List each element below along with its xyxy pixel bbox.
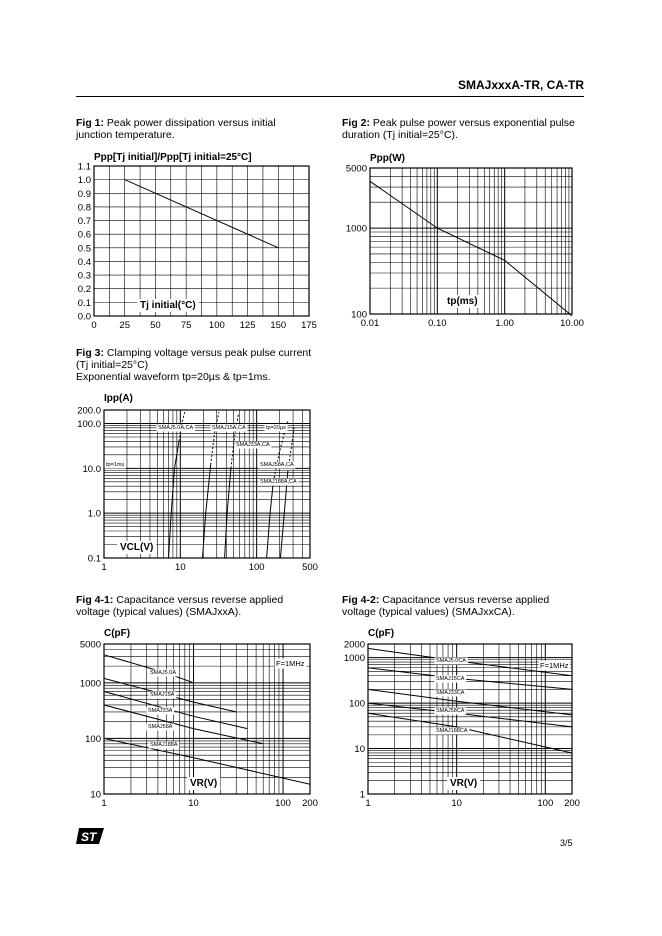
- fig3-xtick-label: 500: [302, 562, 318, 573]
- fig42-annotation: SMAJ5.0CA: [436, 658, 466, 664]
- fig1-ytick-label: 0.6: [77, 229, 91, 241]
- fig42-caption-line2: voltage (typical values) (SMAJxxCA).: [342, 606, 515, 618]
- fig2-xtick-label: 1.00: [495, 318, 514, 329]
- fig42-caption: [342, 594, 592, 618]
- fig42-xtick-label: 1: [365, 798, 371, 809]
- fig41-xtick-label: 200: [302, 798, 318, 809]
- fig3-annotation: SMAJ58A,CA: [260, 462, 294, 468]
- fig1-ytick-label: 0.7: [77, 216, 91, 228]
- fig3-number: Fig 3:: [76, 347, 104, 359]
- fig1-xtick-label: 50: [150, 320, 161, 331]
- fig3-annotation: SMAJ33A,CA: [236, 442, 270, 448]
- fig2-chart: [332, 148, 592, 333]
- fig1-ytick-label: 0.9: [77, 188, 91, 200]
- fig41-xtick-label: 100: [275, 798, 291, 809]
- fig41-annotation: SMAJ58A: [148, 724, 173, 730]
- fig1-ytick-label: 0.1: [77, 297, 91, 309]
- fig41-annotation: SMAJ33A: [148, 708, 173, 714]
- fig1-xtick-label: 75: [180, 320, 192, 331]
- fig3-xtick-label: 100: [248, 562, 265, 573]
- fig1-xtick-label: 175: [301, 320, 317, 331]
- fig1-ytick-label: 0.0: [77, 311, 91, 323]
- fig41-ylabel: C(pF): [104, 628, 131, 639]
- fig1-caption-line1: Peak power dissipation versus initial: [104, 117, 276, 129]
- fig2-plot-frame: [370, 168, 572, 314]
- fig42-ytick-label: 100: [349, 698, 365, 710]
- fig41-ytick-label: 100: [85, 733, 101, 745]
- fig2-ytick-label: 1000: [345, 223, 367, 235]
- fig1-ytick-label: 1.0: [77, 175, 91, 187]
- fig3-chart: [60, 390, 330, 575]
- fig2-xtick-label: 0.10: [428, 318, 447, 329]
- fig1-caption: [76, 117, 326, 141]
- fig2-xtick-label: 10.00: [560, 318, 584, 329]
- fig2-number: Fig 2:: [342, 117, 370, 129]
- fig42-annotation: F=1MHz: [540, 661, 569, 670]
- fig3-xtick-label: 1: [101, 562, 107, 573]
- fig3-caption-line3: Exponential waveform tp=20µs & tp=1ms.: [76, 371, 271, 383]
- header-rule: [76, 96, 584, 97]
- fig42-annotation: SMAJ15CA: [436, 676, 465, 682]
- fig42-annotation: SMAJ58CA: [436, 708, 465, 714]
- fig2-ytick-label: 5000: [345, 163, 367, 175]
- st-logo: [76, 828, 104, 844]
- fig2-ylabel: Ppp(W): [370, 153, 405, 164]
- fig3-ylabel: Ipp(A): [104, 393, 133, 404]
- fig3-ytick-label: 200.0: [77, 405, 101, 417]
- fig1-ytick-label: 1.1: [77, 161, 91, 173]
- fig1-caption-line2: junction temperature.: [76, 129, 175, 141]
- fig41-annotation: SMAJ15A: [150, 692, 175, 698]
- fig41-number: Fig 4-1:: [76, 594, 114, 606]
- page-number: 3/5: [560, 838, 573, 848]
- svg-text:ST: ST: [81, 830, 97, 844]
- fig3-annotation: SMAJ15A,CA: [212, 425, 246, 431]
- fig3-ytick-label: 0.1: [87, 553, 101, 565]
- fig3-annotation: tp=1ms: [106, 462, 125, 468]
- fig3-annotation: tp=20µs: [266, 425, 286, 431]
- fig42-xlabel: VR(V): [450, 778, 478, 789]
- fig3-ytick-label: 100.0: [77, 418, 101, 430]
- fig2-ytick-label: 100: [351, 309, 367, 321]
- fig42-ytick-label: 1000: [343, 653, 365, 665]
- fig1-ytick-label: 0.4: [77, 256, 91, 268]
- fig1-chart: [60, 148, 330, 333]
- fig3-caption-line2: (Tj initial=25°C): [76, 359, 149, 371]
- fig41-xtick-label: 10: [188, 798, 199, 809]
- fig1-ytick-label: 0.2: [77, 284, 91, 296]
- fig1-ytick-label: 0.3: [77, 270, 91, 282]
- fig42-xtick-label: 200: [564, 798, 580, 809]
- fig41-xlabel: VR(V): [190, 778, 218, 789]
- fig42-number: Fig 4-2:: [342, 594, 380, 606]
- fig41-caption-line1: Capacitance versus reverse applied: [113, 594, 284, 606]
- fig3-ytick-label: 10.0: [82, 463, 101, 475]
- fig42-annotation: SMAJ188CA: [436, 728, 468, 734]
- header-title: SMAJxxxA-TR, CA-TR: [457, 78, 584, 92]
- fig42-ytick-label: 10: [354, 744, 365, 756]
- fig41-xtick-label: 1: [101, 798, 107, 809]
- fig3-xtick-label: 10: [175, 562, 186, 573]
- fig42-xtick-label: 100: [537, 798, 554, 809]
- fig1-xlabel: Tj initial(°C): [140, 300, 196, 311]
- fig1-ylabel: Ppp[Tj initial]/Ppp[Tj initial=25°C]: [94, 152, 252, 163]
- fig41-annotation: SMAJ5.0A: [150, 670, 176, 676]
- fig41-ytick-label: 10: [90, 789, 101, 801]
- fig42-annotation: SMAJ33CA: [436, 690, 465, 696]
- fig41-caption-line2: voltage (typical values) (SMAJxxA).: [76, 606, 242, 618]
- fig1-xtick-label: 100: [208, 320, 225, 331]
- fig42-xtick-label: 10: [451, 798, 462, 809]
- fig2-caption: [342, 117, 592, 141]
- fig42-chart: [332, 624, 592, 810]
- fig3-annotation: SMAJ188A,CA: [260, 479, 297, 485]
- fig41-ytick-label: 1000: [79, 678, 101, 690]
- fig1-xtick-label: 150: [270, 320, 287, 331]
- fig2-xlabel: tp(ms): [447, 296, 478, 307]
- fig42-ylabel: C(pF): [368, 628, 395, 639]
- fig41-chart: [60, 624, 330, 810]
- fig41-annotation: SMAJ188A: [150, 742, 178, 748]
- fig2-caption-line1: Peak pulse power versus exponential pulse: [370, 117, 575, 129]
- fig3-caption-line1: Clamping voltage versus peak pulse current: [104, 347, 312, 359]
- fig2-xtick-label: 0.01: [360, 318, 380, 329]
- fig1-xtick-label: 0: [91, 320, 97, 331]
- fig42-ytick-label: 2000: [343, 639, 365, 651]
- fig1-ytick-label: 0.5: [77, 243, 91, 255]
- fig2-caption-line2: duration (Tj initial=25°C).: [342, 129, 458, 141]
- fig3-xlabel: VCL(V): [120, 542, 154, 553]
- fig1-number: Fig 1:: [76, 117, 104, 129]
- fig41-ytick-label: 5000: [79, 639, 101, 651]
- fig3-ytick-label: 1.0: [87, 508, 101, 520]
- fig42-caption-line1: Capacitance versus reverse applied: [379, 594, 550, 606]
- fig1-xtick-label: 25: [119, 320, 131, 331]
- fig41-annotation: F=1MHz: [276, 659, 305, 668]
- fig3-caption: [76, 347, 336, 383]
- fig3-annotation: SMAJ5.0A,CA: [158, 425, 194, 431]
- fig1-ytick-label: 0.8: [77, 202, 91, 214]
- fig42-ytick-label: 1: [359, 789, 365, 801]
- fig1-xtick-label: 125: [239, 320, 256, 331]
- fig41-caption: [76, 594, 326, 618]
